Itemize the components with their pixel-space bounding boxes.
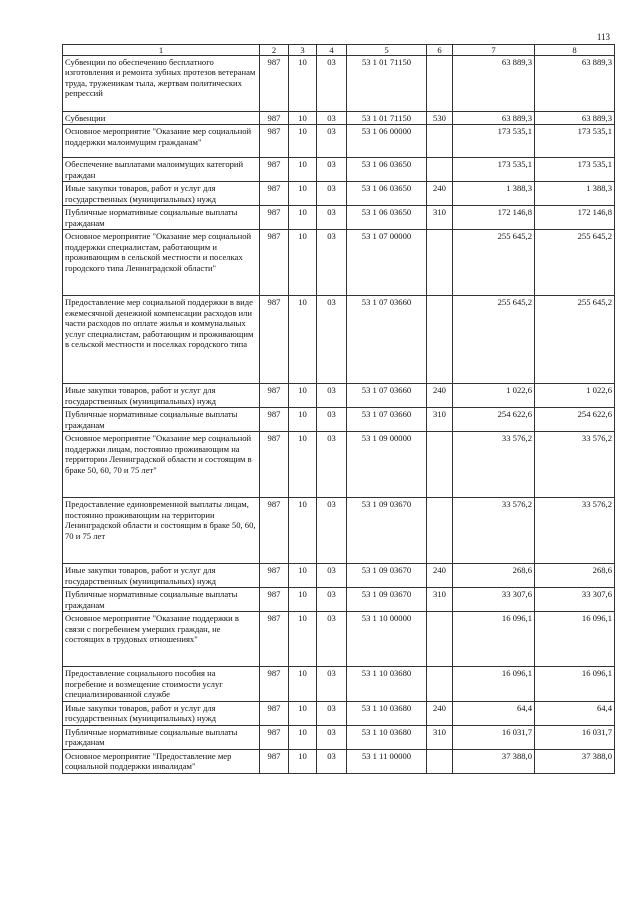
cell-name: Публичные нормативные социальные выплаты гражданам — [63, 206, 260, 230]
cell-section: 10 — [289, 725, 317, 749]
cell-expense-type: 310 — [427, 408, 453, 432]
table-row — [63, 588, 615, 612]
cell-subsection: 03 — [317, 125, 347, 158]
cell-amount-1: 268,6 — [453, 564, 535, 588]
cell-section: 10 — [289, 158, 317, 182]
column-header: 6 — [427, 45, 453, 56]
cell-section: 10 — [289, 56, 317, 112]
table-body — [63, 56, 615, 774]
cell-section: 10 — [289, 206, 317, 230]
cell-subsection: 03 — [317, 564, 347, 588]
cell-section: 10 — [289, 667, 317, 701]
cell-amount-2: 63 889,3 — [535, 112, 615, 125]
cell-expense-type: 240 — [427, 701, 453, 725]
cell-amount-1: 33 576,2 — [453, 432, 535, 498]
page-number: 113 — [596, 32, 610, 42]
cell-target-code: 53 1 09 03670 — [347, 564, 427, 588]
cell-subsection: 03 — [317, 158, 347, 182]
table-row — [63, 667, 615, 701]
cell-section: 10 — [289, 612, 317, 667]
table-row — [63, 701, 615, 725]
cell-amount-2: 33 576,2 — [535, 498, 615, 564]
cell-amount-2: 33 576,2 — [535, 432, 615, 498]
cell-expense-type: 240 — [427, 384, 453, 408]
column-header: 8 — [535, 45, 615, 56]
cell-target-code: 53 1 06 00000 — [347, 125, 427, 158]
cell-name: Предоставление мер социальной поддержки в виде ежемесячной денежной компенсации расходов или части расходов по оплате жилья и коммунальных услуг специалистам, работающим и проживающим в сельской местности и поселках городского типа — [63, 296, 260, 384]
cell-amount-1: 63 889,3 — [453, 56, 535, 112]
column-header: 5 — [347, 45, 427, 56]
cell-target-code: 53 1 11 00000 — [347, 749, 427, 773]
cell-subsection: 03 — [317, 667, 347, 701]
cell-expense-type — [427, 230, 453, 296]
cell-amount-1: 254 622,6 — [453, 408, 535, 432]
cell-target-code: 53 1 07 03660 — [347, 296, 427, 384]
cell-target-code: 53 1 07 03660 — [347, 408, 427, 432]
cell-amount-1: 64,4 — [453, 701, 535, 725]
cell-amount-2: 16 096,1 — [535, 612, 615, 667]
cell-subsection: 03 — [317, 384, 347, 408]
cell-name: Основное мероприятие "Оказание мер социальной поддержки малоимущим гражданам" — [63, 125, 260, 158]
cell-grbs: 987 — [260, 408, 289, 432]
cell-amount-2: 1 022,6 — [535, 384, 615, 408]
cell-target-code: 53 1 06 03650 — [347, 182, 427, 206]
cell-name: Основное мероприятие "Оказание мер социальной поддержки специалистам, работающим и проживающим в сельской местности и поселках городского типа Ленинградской области" — [63, 230, 260, 296]
cell-name: Публичные нормативные социальные выплаты гражданам — [63, 408, 260, 432]
cell-amount-2: 33 307,6 — [535, 588, 615, 612]
cell-expense-type: 240 — [427, 564, 453, 588]
cell-amount-2: 173 535,1 — [535, 125, 615, 158]
cell-section: 10 — [289, 498, 317, 564]
cell-expense-type — [427, 612, 453, 667]
cell-section: 10 — [289, 230, 317, 296]
cell-grbs: 987 — [260, 564, 289, 588]
cell-amount-2: 37 388,0 — [535, 749, 615, 773]
table-row — [63, 56, 615, 112]
cell-grbs: 987 — [260, 749, 289, 773]
cell-amount-1: 37 388,0 — [453, 749, 535, 773]
cell-amount-2: 172 146,8 — [535, 206, 615, 230]
cell-target-code: 53 1 09 03670 — [347, 588, 427, 612]
cell-subsection: 03 — [317, 498, 347, 564]
cell-amount-2: 255 645,2 — [535, 296, 615, 384]
cell-amount-1: 16 096,1 — [453, 612, 535, 667]
cell-section: 10 — [289, 112, 317, 125]
cell-target-code: 53 1 10 03680 — [347, 667, 427, 701]
cell-amount-1: 1 022,6 — [453, 384, 535, 408]
cell-section: 10 — [289, 564, 317, 588]
cell-amount-2: 268,6 — [535, 564, 615, 588]
cell-amount-1: 255 645,2 — [453, 230, 535, 296]
table-row — [63, 749, 615, 773]
cell-section: 10 — [289, 384, 317, 408]
table-header-row — [63, 45, 615, 56]
cell-expense-type — [427, 158, 453, 182]
cell-target-code: 53 1 07 03660 — [347, 384, 427, 408]
table-row — [63, 230, 615, 296]
column-header: 1 — [63, 45, 260, 56]
cell-grbs: 987 — [260, 182, 289, 206]
cell-subsection: 03 — [317, 612, 347, 667]
table-row — [63, 384, 615, 408]
table-row — [63, 725, 615, 749]
cell-grbs: 987 — [260, 206, 289, 230]
column-header: 3 — [289, 45, 317, 56]
cell-amount-1: 172 146,8 — [453, 206, 535, 230]
cell-name: Иные закупки товаров, работ и услуг для государственных (муниципальных) нужд — [63, 564, 260, 588]
cell-subsection: 03 — [317, 56, 347, 112]
cell-expense-type: 310 — [427, 588, 453, 612]
cell-subsection: 03 — [317, 432, 347, 498]
cell-expense-type: 240 — [427, 182, 453, 206]
cell-grbs: 987 — [260, 112, 289, 125]
cell-target-code: 53 1 09 03670 — [347, 498, 427, 564]
cell-grbs: 987 — [260, 612, 289, 667]
cell-name: Публичные нормативные социальные выплаты гражданам — [63, 588, 260, 612]
cell-section: 10 — [289, 749, 317, 773]
cell-grbs: 987 — [260, 588, 289, 612]
cell-amount-2: 254 622,6 — [535, 408, 615, 432]
cell-section: 10 — [289, 296, 317, 384]
cell-target-code: 53 1 10 00000 — [347, 612, 427, 667]
cell-target-code: 53 1 06 03650 — [347, 158, 427, 182]
budget-table — [62, 44, 615, 774]
table-row — [63, 564, 615, 588]
cell-expense-type — [427, 56, 453, 112]
cell-amount-2: 1 388,3 — [535, 182, 615, 206]
column-header: 7 — [453, 45, 535, 56]
cell-amount-1: 255 645,2 — [453, 296, 535, 384]
cell-section: 10 — [289, 182, 317, 206]
cell-grbs: 987 — [260, 296, 289, 384]
cell-grbs: 987 — [260, 701, 289, 725]
cell-name: Предоставление социального пособия на погребение и возмещение стоимости услуг специализированной службе — [63, 667, 260, 701]
cell-grbs: 987 — [260, 56, 289, 112]
cell-amount-1: 63 889,3 — [453, 112, 535, 125]
cell-subsection: 03 — [317, 296, 347, 384]
cell-grbs: 987 — [260, 125, 289, 158]
cell-amount-2: 255 645,2 — [535, 230, 615, 296]
cell-subsection: 03 — [317, 182, 347, 206]
cell-grbs: 987 — [260, 384, 289, 408]
cell-name: Основное мероприятие "Предоставление мер социальной поддержки инвалидам" — [63, 749, 260, 773]
cell-target-code: 53 1 10 03680 — [347, 725, 427, 749]
cell-name: Субвенции по обеспечению бесплатного изготовления и ремонта зубных протезов ветеранам труда, труженикам тыла, жертвам политических репрессий — [63, 56, 260, 112]
cell-amount-1: 173 535,1 — [453, 158, 535, 182]
cell-amount-2: 64,4 — [535, 701, 615, 725]
table-row — [63, 206, 615, 230]
table-row — [63, 112, 615, 125]
cell-subsection: 03 — [317, 588, 347, 612]
cell-grbs: 987 — [260, 498, 289, 564]
table-row — [63, 158, 615, 182]
cell-target-code: 53 1 07 00000 — [347, 230, 427, 296]
cell-subsection: 03 — [317, 749, 347, 773]
cell-target-code: 53 1 01 71150 — [347, 56, 427, 112]
cell-name: Иные закупки товаров, работ и услуг для государственных (муниципальных) нужд — [63, 182, 260, 206]
table-row — [63, 182, 615, 206]
cell-expense-type — [427, 296, 453, 384]
cell-amount-1: 33 576,2 — [453, 498, 535, 564]
cell-expense-type — [427, 125, 453, 158]
cell-section: 10 — [289, 701, 317, 725]
cell-subsection: 03 — [317, 112, 347, 125]
cell-amount-2: 16 096,1 — [535, 667, 615, 701]
table-row — [63, 432, 615, 498]
cell-name: Субвенции — [63, 112, 260, 125]
cell-section: 10 — [289, 125, 317, 158]
cell-amount-2: 63 889,3 — [535, 56, 615, 112]
table-row — [63, 296, 615, 384]
cell-amount-1: 16 031,7 — [453, 725, 535, 749]
cell-section: 10 — [289, 588, 317, 612]
cell-grbs: 987 — [260, 432, 289, 498]
cell-expense-type — [427, 498, 453, 564]
cell-subsection: 03 — [317, 206, 347, 230]
cell-expense-type — [427, 667, 453, 701]
cell-subsection: 03 — [317, 230, 347, 296]
cell-expense-type: 310 — [427, 206, 453, 230]
cell-name: Иные закупки товаров, работ и услуг для государственных (муниципальных) нужд — [63, 701, 260, 725]
cell-expense-type — [427, 432, 453, 498]
cell-expense-type: 530 — [427, 112, 453, 125]
cell-target-code: 53 1 09 00000 — [347, 432, 427, 498]
cell-subsection: 03 — [317, 701, 347, 725]
table-row — [63, 612, 615, 667]
cell-name: Публичные нормативные социальные выплаты гражданам — [63, 725, 260, 749]
cell-name: Основное мероприятие "Оказание поддержки в связи с погребением умерших граждан, не состоящих в трудовых отношениях" — [63, 612, 260, 667]
cell-target-code: 53 1 01 71150 — [347, 112, 427, 125]
cell-expense-type: 310 — [427, 725, 453, 749]
cell-grbs: 987 — [260, 158, 289, 182]
table-row — [63, 498, 615, 564]
cell-name: Иные закупки товаров, работ и услуг для государственных (муниципальных) нужд — [63, 384, 260, 408]
cell-amount-1: 173 535,1 — [453, 125, 535, 158]
cell-subsection: 03 — [317, 408, 347, 432]
column-header: 2 — [260, 45, 289, 56]
cell-amount-1: 16 096,1 — [453, 667, 535, 701]
cell-amount-1: 1 388,3 — [453, 182, 535, 206]
cell-target-code: 53 1 06 03650 — [347, 206, 427, 230]
cell-name: Основное мероприятие "Оказание мер социальной поддержки лицам, постоянно проживающим на территории Ленинградской области и состоящим в браке 50, 60, 70 и 75 лет" — [63, 432, 260, 498]
cell-name: Обеспечение выплатами малоимущих категорий граждан — [63, 158, 260, 182]
table-row — [63, 125, 615, 158]
cell-target-code: 53 1 10 03680 — [347, 701, 427, 725]
cell-grbs: 987 — [260, 667, 289, 701]
cell-amount-1: 33 307,6 — [453, 588, 535, 612]
cell-amount-2: 16 031,7 — [535, 725, 615, 749]
cell-section: 10 — [289, 408, 317, 432]
table-row — [63, 408, 615, 432]
cell-grbs: 987 — [260, 230, 289, 296]
cell-grbs: 987 — [260, 725, 289, 749]
cell-subsection: 03 — [317, 725, 347, 749]
cell-expense-type — [427, 749, 453, 773]
column-header: 4 — [317, 45, 347, 56]
cell-section: 10 — [289, 432, 317, 498]
cell-name: Предоставление единовременной выплаты лицам, постоянно проживающим на территории Ленинградской области и состоящим в браке 50, 60, 70 и 75 лет — [63, 498, 260, 564]
cell-amount-2: 173 535,1 — [535, 158, 615, 182]
